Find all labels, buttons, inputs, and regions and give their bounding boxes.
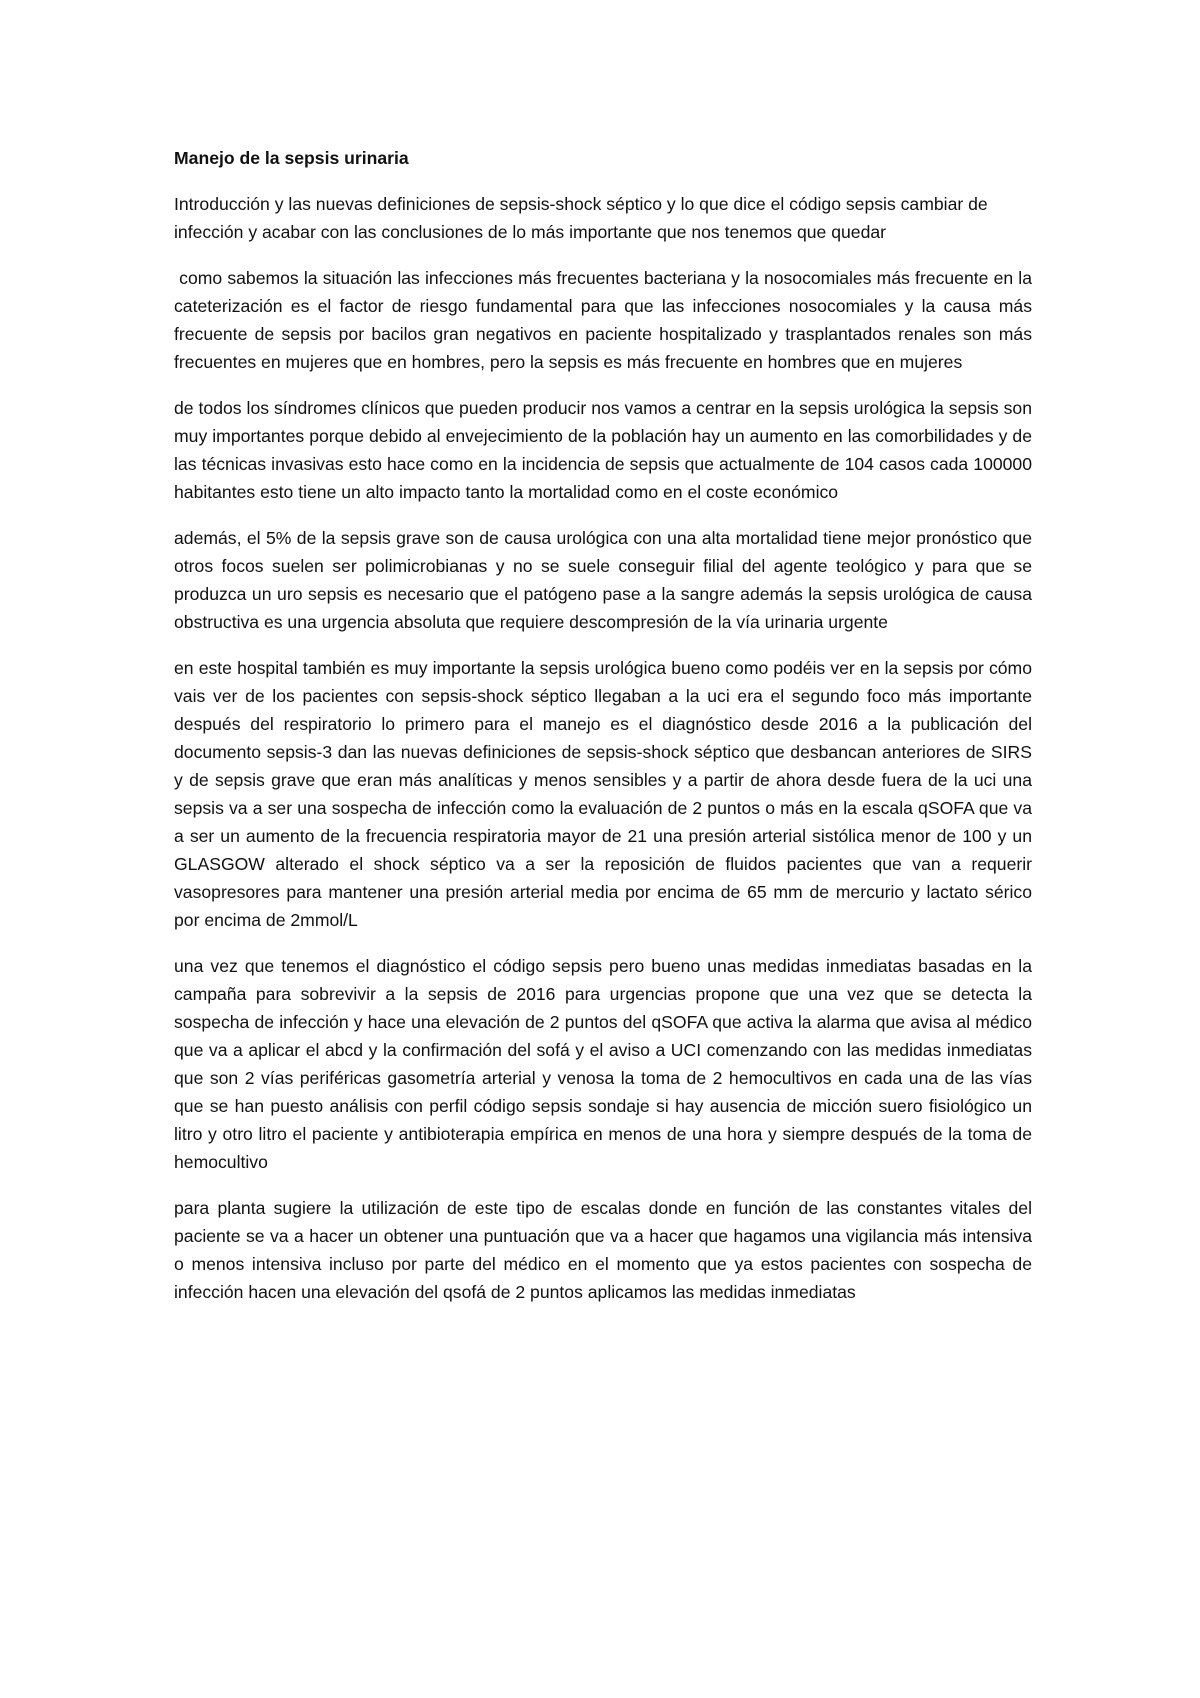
paragraph-epidemiology: como sabemos la situación las infecciones más frecuentes bacteriana y la nosocomiales más frecuente en la cateterización es el factor de riesgo fundamental para que las infecciones nosocomiales y la causa más frecuente de sepsis por bacilos gran negativos en paciente hospitalizado y trasplantados renales son más frecuentes en mujeres que en hombres, pero la sepsis es más frecuente en hombres que en mujeres	[174, 268, 1032, 372]
paragraph-ward-scales: para planta sugiere la utilización de este tipo de escalas donde en función de las constantes vitales del paciente se va a hacer un obtener una puntuación que va a hacer que hagamos una vigilancia más intensiva o menos intensiva incluso por parte del médico en el momento que ya estos pacientes con sospecha de infección hacen una elevación del qsofá de 2 puntos aplicamos las medidas inmediatas	[174, 1198, 1032, 1302]
paragraph-urologic-sepsis: además, el 5% de la sepsis grave son de causa urológica con una alta mortalidad tiene mejor pronóstico que otros focos suelen ser polimicrobianas y no se suele conseguir filial del agente teológico y para que se produzca un uro sepsis es necesario que el patógeno pase a la sangre además la sepsis urológica de causa obstructiva es una urgencia absoluta que requiere descompresión de la vía urinaria urgente	[174, 528, 1032, 632]
document-body	[174, 144, 1032, 1324]
document-title: Manejo de la sepsis urinaria	[174, 148, 409, 168]
paragraph-diagnosis-definitions: en este hospital también es muy importante la sepsis urológica bueno como podéis ver en la sepsis por cómo vais ver de los pacientes con sepsis-shock séptico llegaban a la uci era el segundo foco más importante después del respiratorio lo primero para el manejo es el diagnóstico desde 2016 a la publicación del documento sepsis-3 dan las nuevas definiciones de sepsis-shock séptico que desbancan anteriores de SIRS y de sepsis grave que eran más analíticas y menos sensibles y a partir de ahora desde fuera de la uci una sepsis va a ser una sospecha de infección como la evaluación de 2 puntos o más en la escala qSOFA que va a ser un aumento de la frecuencia respiratoria mayor de 21 una presión arterial sistólica menor de 100 y un GLASGOW alterado el shock séptico va a ser la reposición de fluidos pacientes que van a requerir vasopresores para mantener una presión arterial media por encima de 65 mm de mercurio y lactato sérico por encima de 2mmol/L	[174, 658, 1032, 930]
paragraph-clinical-syndromes: de todos los síndromes clínicos que pueden producir nos vamos a centrar en la sepsis urológica la sepsis son muy importantes porque debido al envejecimiento de la población hay un aumento en las comorbilidades y de las técnicas invasivas esto hace como en la incidencia de sepsis que actualmente de 104 casos cada 100000 habitantes esto tiene un alto impacto tanto la mortalidad como en el coste económico	[174, 398, 1032, 502]
intro-paragraph: Introducción y las nuevas definiciones de sepsis-shock séptico y lo que dice el código sepsis cambiar de infección y acabar con las conclusiones de lo más importante que nos tenemos que quedar	[174, 194, 988, 242]
paragraph-sepsis-code: una vez que tenemos el diagnóstico el código sepsis pero bueno unas medidas inmediatas basadas en la campaña para sobrevivir a la sepsis de 2016 para urgencias propone que una vez que se detecta la sospecha de infección y hace una elevación de 2 puntos del qSOFA que activa la alarma que avisa al médico que va a aplicar el abcd y la confirmación del sofá y el aviso a UCI comenzando con las medidas inmediatas que son 2 vías periféricas gasometría arterial y venosa la toma de 2 hemocultivos en cada una de las vías que se han puesto análisis con perfil código sepsis sondaje si hay ausencia de micción suero fisiológico un litro y otro litro el paciente y antibioterapia empírica en menos de una hora y siempre después de la toma de hemocultivo	[174, 956, 1032, 1172]
